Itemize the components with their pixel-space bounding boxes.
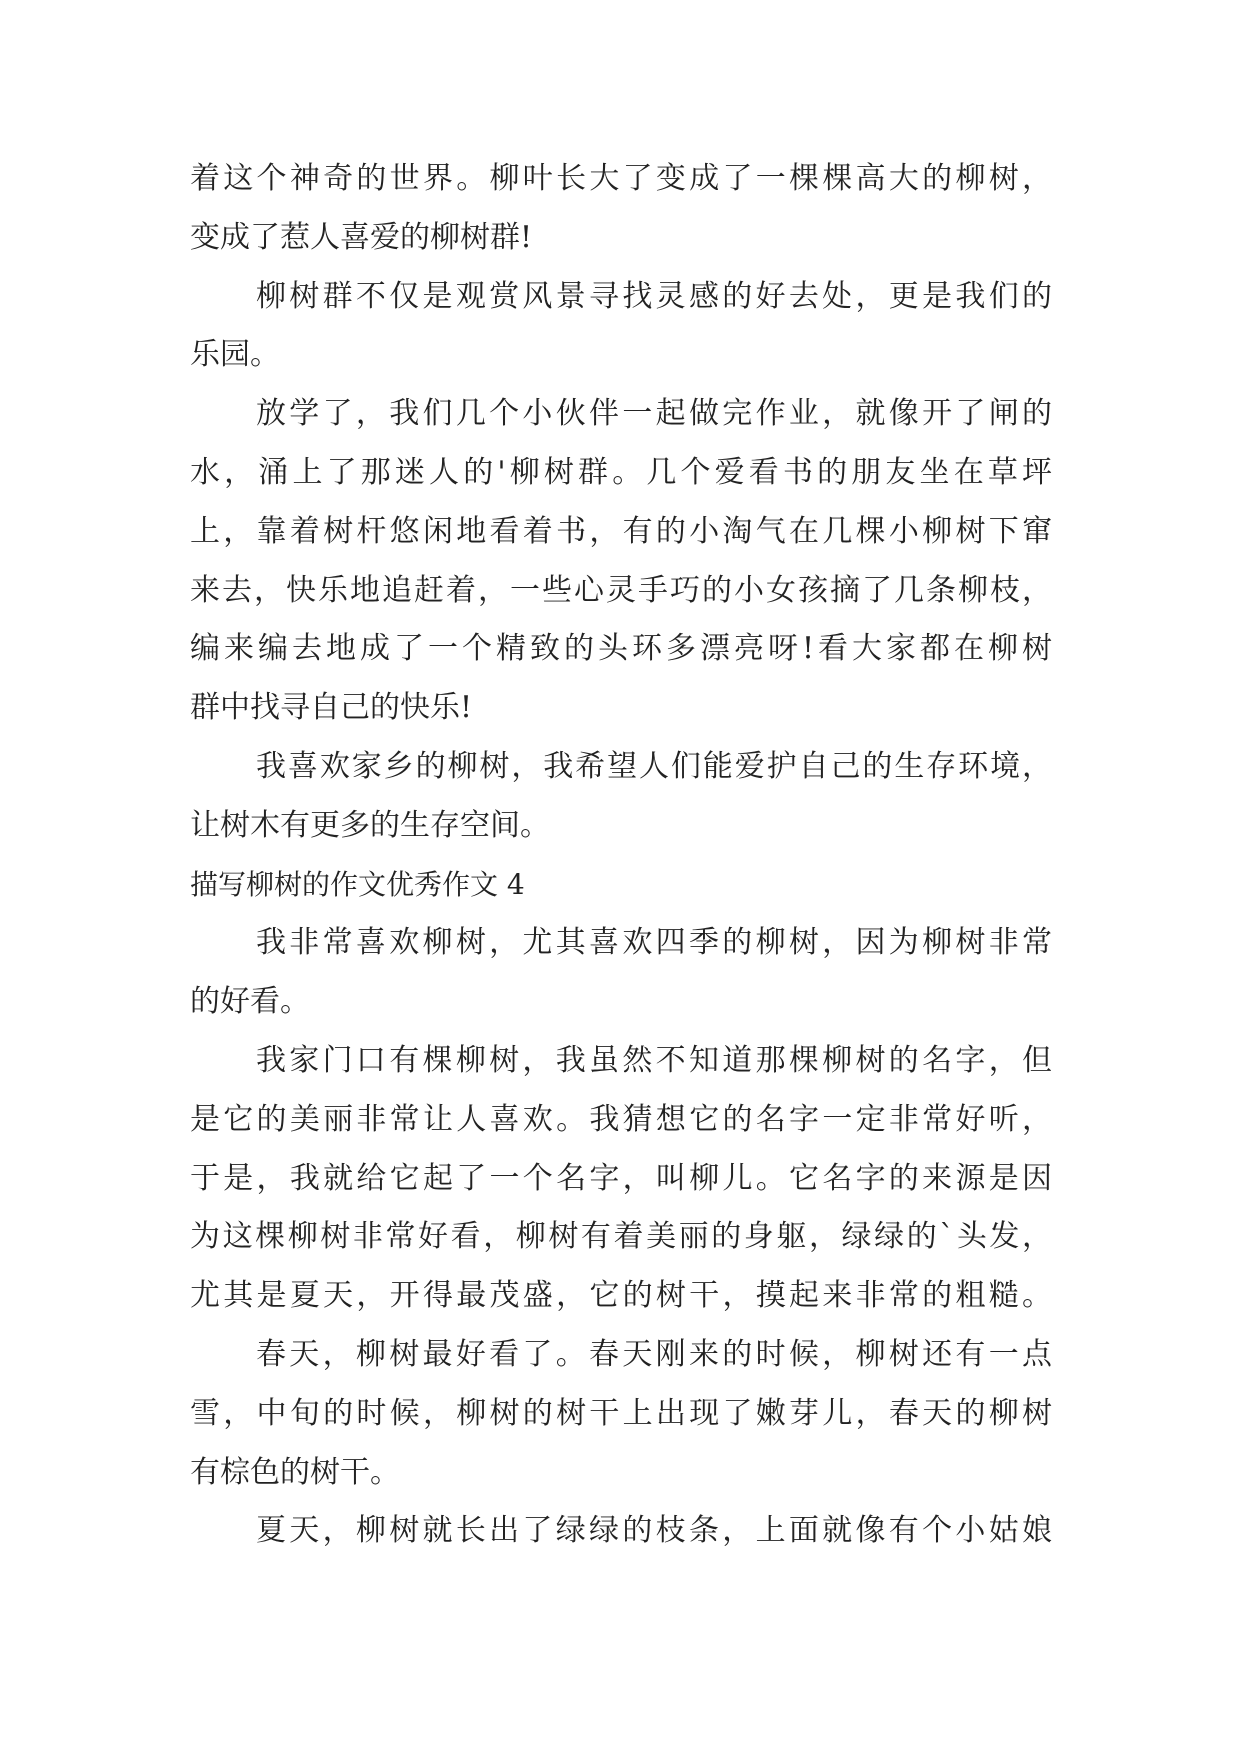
text-line: 让树木有更多的生存空间。 [190,807,550,843]
paragraph-first-line: 夏天，柳树就长出了绿绿的枝条，上面就像有个小姑娘 [256,1513,1052,1549]
text-line: 的好看。 [190,984,310,1020]
text-line: 为这棵柳树非常好看，柳树有着美丽的身躯，绿绿的`头发， [190,1219,1052,1255]
paragraph-first-line: 放学了，我们几个小伙伴一起做完作业，就像开了闸的 [256,396,1052,432]
text-line: 雪，中旬的时候，柳树的树干上出现了嫩芽儿，春天的柳树 [190,1395,1052,1431]
document-body [190,150,1052,1561]
paragraph-first-line: 春天，柳树最好看了。春天刚来的时候，柳树还有一点 [256,1336,1052,1372]
text-line: 有棕色的树干。 [190,1454,400,1490]
paragraph-first-line: 我喜欢家乡的柳树，我希望人们能爱护自己的生存环境， [256,748,1052,784]
text-line: 乐园。 [190,337,280,373]
text-line: 是它的美丽非常让人喜欢。我猜想它的名字一定非常好听， [190,1101,1052,1137]
text-line: 编来编去地成了一个精致的头环多漂亮呀!看大家都在柳树 [190,631,1052,667]
paragraph-first-line: 我家门口有棵柳树，我虽然不知道那棵柳树的名字，但 [256,1042,1052,1078]
paragraph-first-line: 我非常喜欢柳树，尤其喜欢四季的柳树，因为柳树非常 [256,925,1052,961]
section-heading: 描写柳树的作文优秀作文 4 [190,867,525,901]
text-line: 变成了惹人喜爱的柳树群! [190,219,533,255]
text-line: 上，靠着树杆悠闲地看着书，有的小淘气在几棵小柳树下窜 [190,513,1052,549]
text-line: 尤其是夏天，开得最茂盛，它的树干，摸起来非常的粗糙。 [190,1278,1052,1314]
text-line: 着这个神奇的世界。柳叶长大了变成了一棵棵高大的柳树， [190,161,1052,196]
text-line: 群中找寻自己的快乐! [190,690,473,726]
text-line: 来去，快乐地追赶着，一些心灵手巧的小女孩摘了几条柳枝， [190,572,1052,608]
paragraph-first-line: 柳树群不仅是观赏风景寻找灵感的好去处，更是我们的 [256,278,1052,314]
text-line: 于是，我就给它起了一个名字，叫柳儿。它名字的来源是因 [190,1160,1052,1196]
text-line: 水，涌上了那迷人的'柳树群。几个爱看书的朋友坐在草坪 [190,454,1052,490]
